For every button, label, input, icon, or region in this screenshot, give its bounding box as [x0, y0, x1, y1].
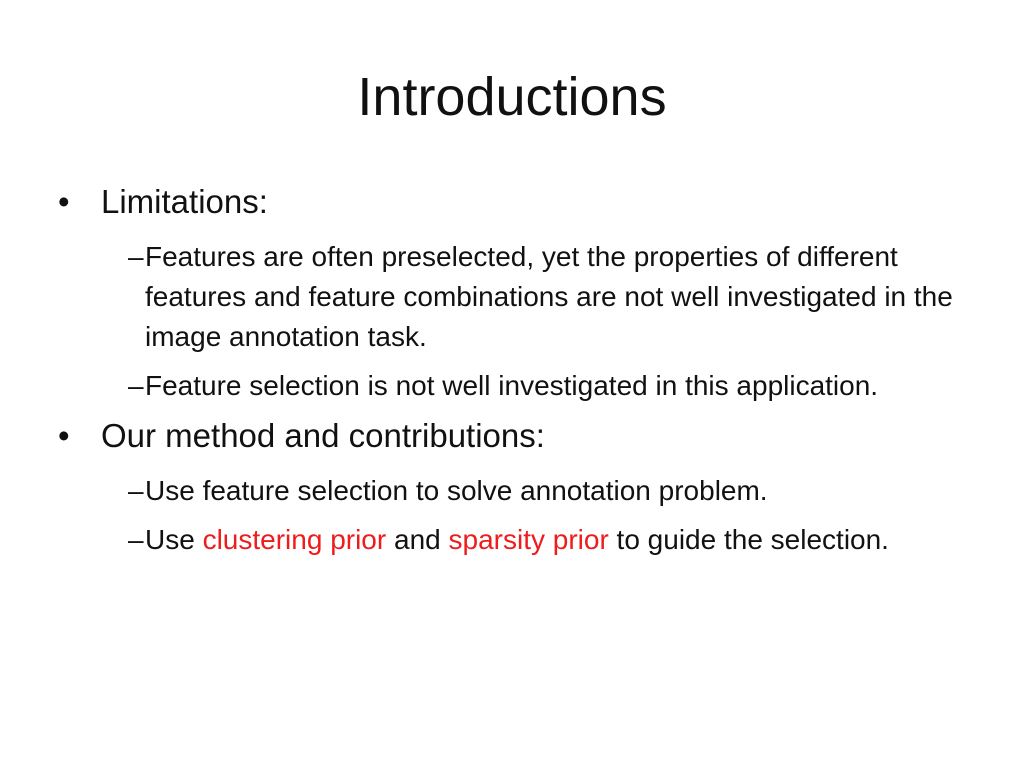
sub-bullet-priors — [128, 520, 956, 560]
bullet-limitations — [56, 182, 956, 222]
bullet-text: Limitations: — [101, 183, 268, 220]
slide-title: Introductions — [357, 67, 667, 127]
sub-bullet-text-part1: Use — [145, 524, 203, 555]
slide-body — [56, 182, 956, 570]
sub-bullet-text: Features are often preselected, yet the properties of different features and feature combinations are not well investigated in the image annotation task. — [145, 241, 953, 352]
bullet-icon: • — [58, 417, 70, 454]
sub-bullet-text-part3: to guide the selection. — [608, 524, 889, 555]
sub-bullet-text-part2: and — [386, 524, 449, 555]
highlight-sparsity-prior: sparsity prior — [448, 524, 609, 555]
dash-icon: – — [128, 370, 144, 401]
sub-bullet-text: Use feature selection to solve annotation problem. — [145, 475, 768, 506]
bullet-text: Our method and contributions: — [101, 417, 545, 454]
dash-icon: – — [128, 241, 144, 272]
dash-icon: – — [128, 475, 144, 506]
bullet-icon: • — [58, 183, 70, 220]
highlight-clustering-prior: clustering prior — [202, 524, 387, 555]
sub-bullet-feature-selection — [128, 366, 956, 406]
sub-bullet-text: Feature selection is not well investigated in this application. — [145, 370, 879, 401]
dash-icon: – — [128, 524, 144, 555]
bullet-method-contributions — [56, 416, 956, 456]
sub-bullet-features-preselected — [128, 237, 956, 357]
limitations-sublist — [56, 237, 956, 406]
sub-bullet-use-feature-selection — [128, 471, 956, 511]
method-sublist — [56, 471, 956, 560]
